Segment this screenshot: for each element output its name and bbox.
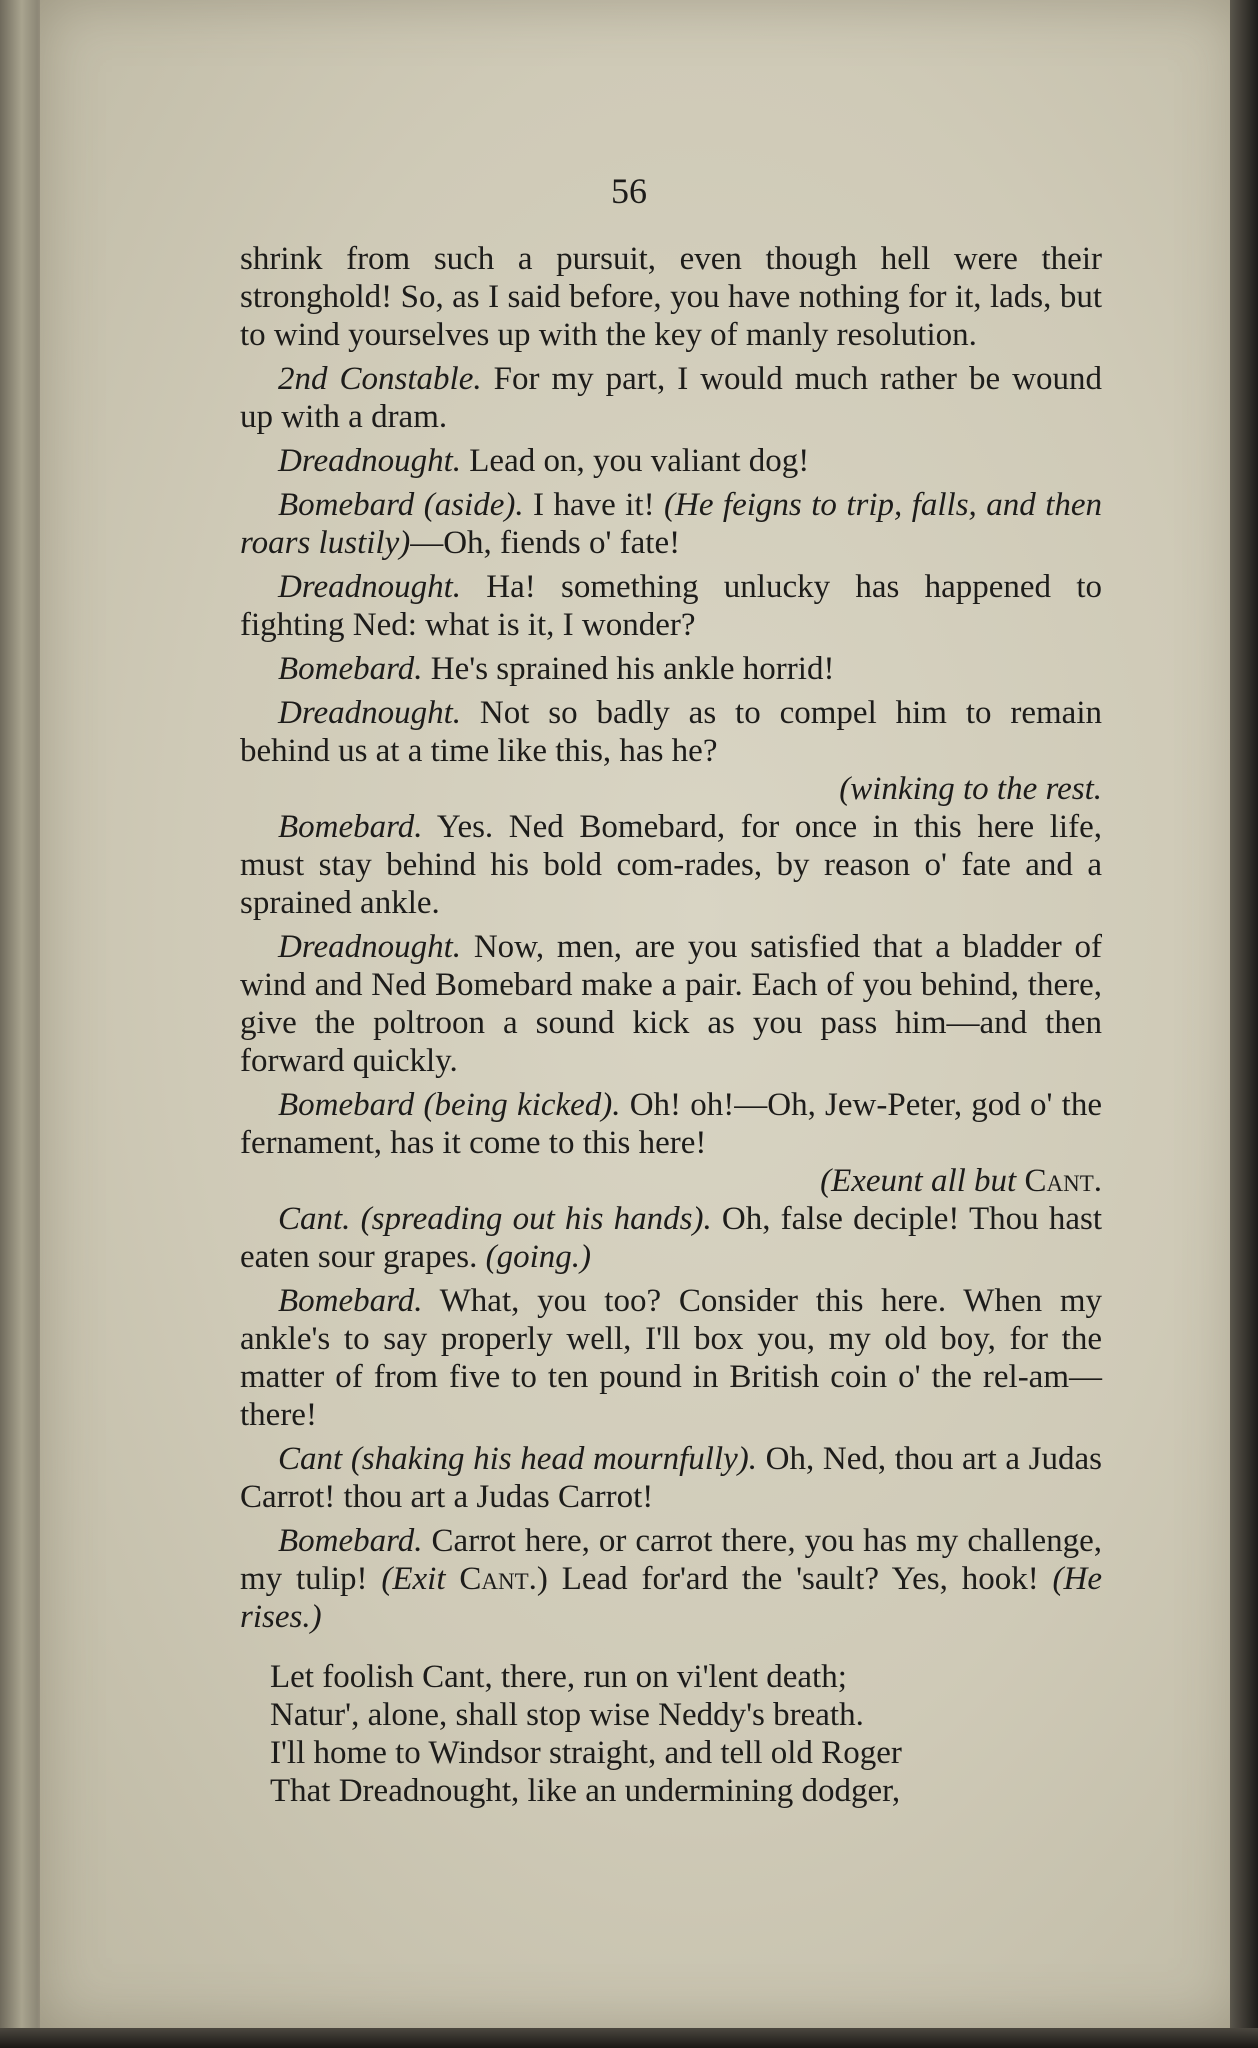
dialogue-text: Oh, Ned, thou art a Judas Carrot! thou art a Judas Carrot! xyxy=(240,1441,1103,1515)
paragraph xyxy=(240,486,1102,562)
speaker-name: Dreadnought. xyxy=(278,929,462,965)
speaker-name: Dreadnought. xyxy=(278,569,462,605)
stage-direction-line xyxy=(240,1162,1102,1200)
speaker-name: Bomebard. xyxy=(278,809,423,845)
stage-direction-line xyxy=(240,770,1102,808)
dialogue-text: What, you too? Consider this here. When my ankle's to say properly well, I'll box you, my old boy, for the matter of from five to ten pound in British coin o' the rel-am—there! xyxy=(240,1283,1102,1433)
speaker-name: Cant. xyxy=(278,1201,351,1237)
speaker-name: Cant xyxy=(278,1441,343,1477)
verse-line: Natur', alone, shall stop wise Neddy's breath. xyxy=(270,1697,864,1733)
verse-line: That Dreadnought, like an undermining dodger, xyxy=(270,1773,901,1809)
speaker-name: Bomebard. xyxy=(278,1283,423,1319)
dialogue-text: Ha! something unlucky has happened to fighting Ned: what is it, I wonder? xyxy=(240,569,1102,643)
paragraph xyxy=(240,240,1102,354)
paragraph xyxy=(240,568,1102,644)
paragraph xyxy=(240,808,1102,922)
speaker-name: Bomebard. xyxy=(278,651,423,687)
speaker-name: Bomebard xyxy=(278,487,415,523)
verse-line: I'll home to Windsor straight, and tell old Roger xyxy=(270,1735,902,1771)
stage-direction: (aside). xyxy=(423,487,524,523)
paragraph-text: shrink from such a pursuit, even though hell were their stronghold! So, as I said before, you have nothing for it, lads, but to wind yourselves up with the key of manly resolution. xyxy=(240,241,1102,353)
dialogue-text: —Oh, fiends o' fate! xyxy=(410,525,681,561)
speaker-name: 2nd Constable. xyxy=(278,361,482,397)
dialogue-text: Lead on, you valiant dog! xyxy=(461,443,810,479)
verse-block xyxy=(240,1658,1102,1810)
stage-direction-close: ) xyxy=(536,1561,548,1597)
paragraph xyxy=(240,442,1102,480)
paragraph xyxy=(240,650,1102,688)
paragraph xyxy=(240,1522,1102,1636)
dialogue-text: Oh, false deciple! Thou hast eaten sour grapes. xyxy=(240,1201,1102,1275)
dialogue-text: For my part, I would much rather be wound up with a dram. xyxy=(240,361,1102,435)
verse-line: Let foolish Cant, there, run on vi'lent death; xyxy=(270,1659,847,1695)
stage-direction: (He feigns to trip, falls, and then roars lustily) xyxy=(240,487,1103,561)
character-name: Cant. xyxy=(459,1561,537,1597)
paragraph xyxy=(240,1086,1102,1162)
dialogue-text: Yes. Ned Bomebard, for once in this here life, must stay behind his bold com-rades, by reason o' fate and a sprained ankle. xyxy=(240,809,1102,921)
stage-direction: (winking to the rest. xyxy=(839,771,1102,807)
dialogue-text: I have it! xyxy=(523,487,665,523)
speaker-name: Bomebard. xyxy=(278,1523,423,1559)
dialogue-text: He's sprained his ankle horrid! xyxy=(422,651,835,687)
page-bottom-edge xyxy=(0,2028,1258,2048)
stage-direction: (Exit xyxy=(381,1561,446,1597)
page-number: 56 xyxy=(611,171,647,211)
stage-direction: (going.) xyxy=(485,1239,591,1275)
page-edge xyxy=(1230,0,1258,2048)
paragraph xyxy=(240,928,1102,1080)
speaker-name: Dreadnought. xyxy=(278,443,462,479)
stage-direction: (Exeunt all but xyxy=(820,1163,1017,1199)
paragraph xyxy=(240,1282,1102,1434)
speaker-name: Bomebard xyxy=(278,1087,415,1123)
paragraph xyxy=(240,1200,1102,1276)
stage-direction: (He rises.) xyxy=(240,1561,1103,1635)
stage-direction: (spreading out his hands). xyxy=(360,1201,712,1237)
dialogue-text: Now, men, are you satisfied that a bladder of wind and Ned Bomebard make a pair. Each of you behind, there, give the poltroon a sound kick as you pass him—and then forward quickly. xyxy=(240,929,1102,1079)
character-name: Cant. xyxy=(1024,1163,1102,1199)
dialogue-text: Oh! oh!—Oh, Jew-Peter, god o' the fernament, has it come to this here! xyxy=(240,1087,1102,1161)
paragraph xyxy=(240,360,1102,436)
paragraph xyxy=(240,1440,1102,1516)
page-body xyxy=(240,240,1102,1810)
paragraph xyxy=(240,694,1102,770)
speaker-name: Dreadnought. xyxy=(278,695,462,731)
dialogue-text: Not so badly as to compel him to remain behind us at a time like this, has he? xyxy=(240,695,1102,769)
stage-direction: (shaking his head mournfully). xyxy=(350,1441,758,1477)
stage-direction: (being kicked). xyxy=(423,1087,621,1123)
dialogue-text: Lead for'ard the 'sault? Yes, hook! xyxy=(547,1561,1053,1597)
dialogue-text: Carrot here, or carrot there, you has my challenge, my tulip! xyxy=(240,1523,1102,1597)
